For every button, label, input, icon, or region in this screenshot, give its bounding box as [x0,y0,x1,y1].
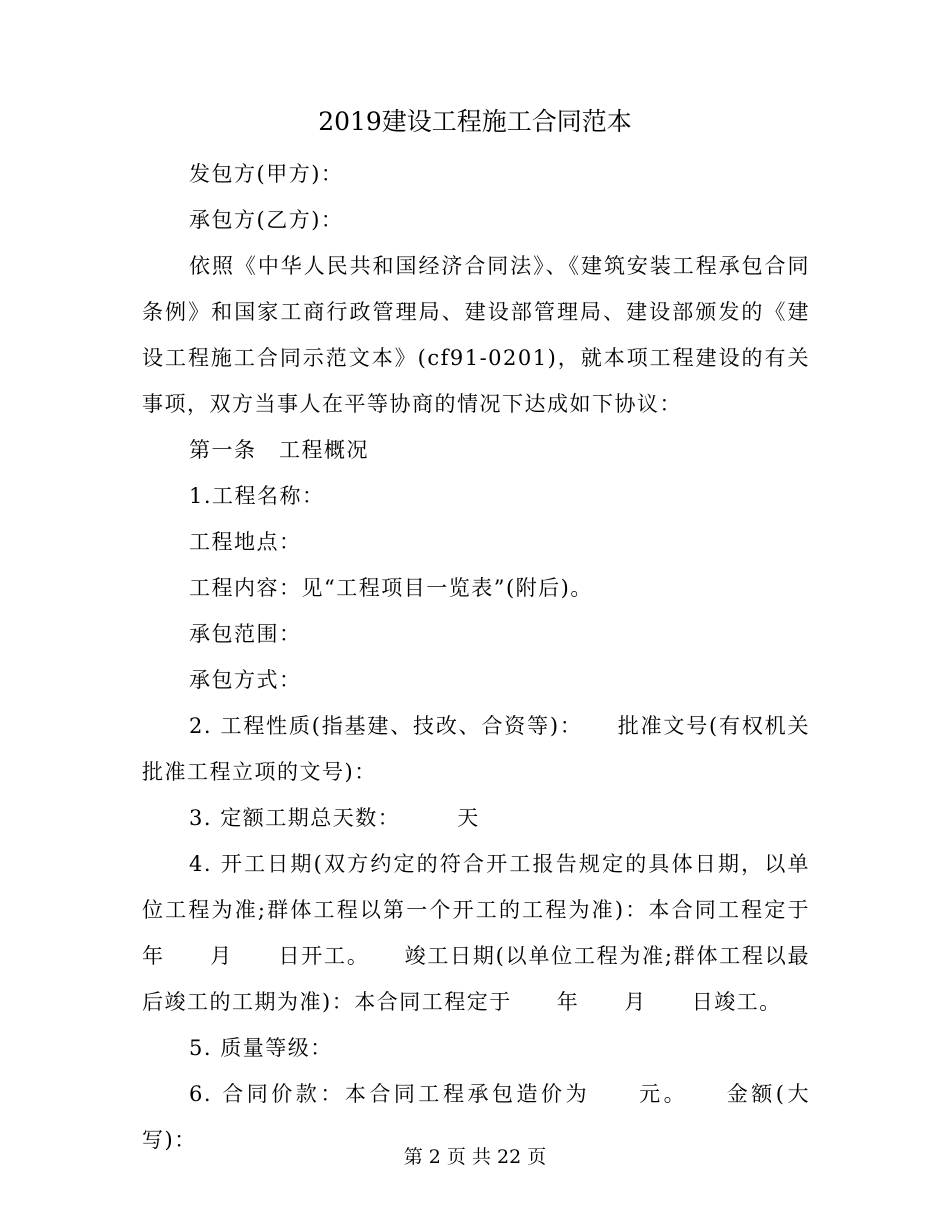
paragraph-contract-scope: 承包范围： [189,622,302,646]
paragraph-project-nature: 2. 工程性质(指基建、技改、合资等)： 批准文号(有权机关批准工程立项的文号)： [142,714,810,784]
paragraph-preamble: 依照《中华人民共和国经济合同法》、《建筑安装工程承包合同条例》和国家工商行政管理局、建设部管理局、建设部颁发的《建设工程施工合同示范文本》(cf91-0201)，就本项工程建设的有关事项，双方当事人在平等协商的情况下达成如下协议： [142,254,810,416]
paragraph-dates: 4. 开工日期(双方约定的符合开工报告规定的具体日期，以单位工程为准;群体工程以第一个开工的工程为准)：本合同工程定于 年 月 日开工。 竣工日期(以单位工程为准;群体工程以最后竣工的工期为准)：本合同工程定于 年 月 日竣工。 [142,852,833,1014]
paragraph-duration: 3. 定额工期总天数： 天 [189,806,480,830]
paragraph-contract-method: 承包方式： [189,668,302,692]
paragraph-project-content: 工程内容：见“工程项目一览表”(附后)。 [189,576,593,600]
document-body [142,151,833,1163]
paragraph-article-1-heading: 第一条 工程概况 [189,438,369,462]
document-title: 2019建设工程施工合同范本 [318,107,632,136]
paragraph-contractor: 承包方(乙方)： [189,208,344,232]
page-number-footer: 第 2 页 共 22 页 [403,1146,547,1168]
paragraph-employer: 发包方(甲方)： [189,162,344,186]
paragraph-contract-price: 6. 合同价款：本合同工程承包造价为 元。 金额(大写)： [142,1082,810,1152]
paragraph-project-name: 1.工程名称： [189,484,325,508]
paragraph-project-location: 工程地点： [189,530,302,554]
paragraph-quality-grade: 5. 质量等级： [189,1036,333,1060]
